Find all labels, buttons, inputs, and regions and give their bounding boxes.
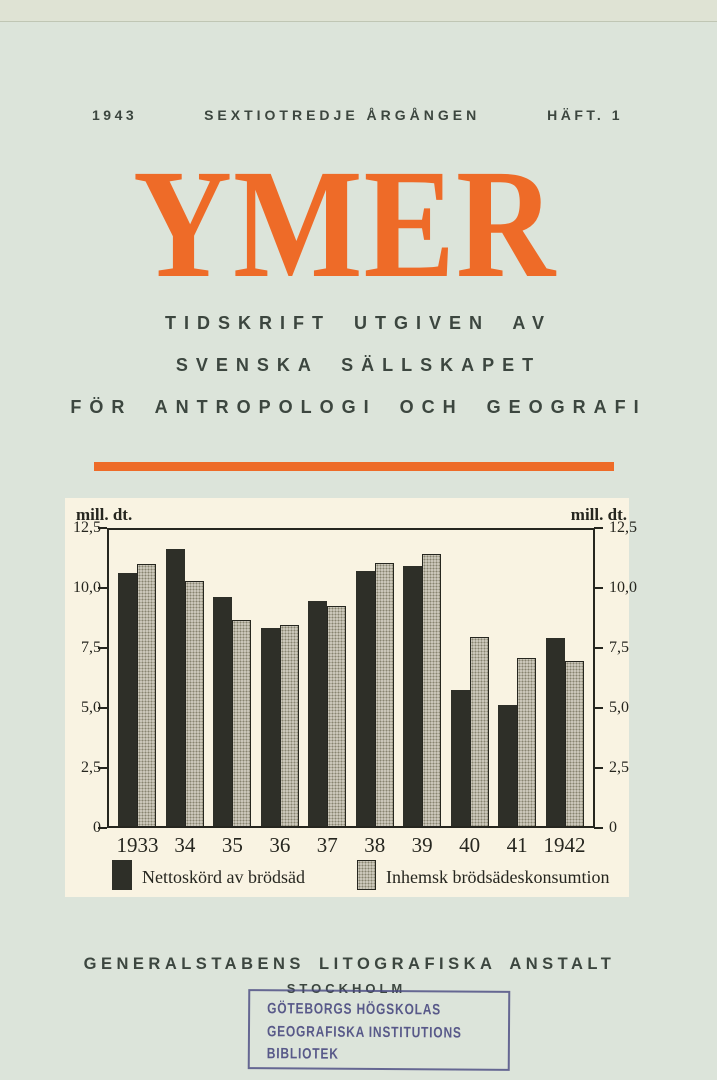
legend-item-consumption bbox=[357, 860, 609, 890]
year-label: 1943 bbox=[92, 107, 138, 123]
bar-group bbox=[213, 597, 251, 857]
bar-chart bbox=[65, 498, 637, 897]
bar-group bbox=[356, 563, 394, 857]
x-tick-label: 36 bbox=[269, 833, 291, 857]
bar-domestic-consumption bbox=[470, 637, 489, 826]
bar-net-harvest bbox=[546, 638, 565, 826]
bar-group bbox=[166, 549, 204, 857]
y-tick-label-right: 2,5 bbox=[609, 759, 629, 776]
x-tick-label: 40 bbox=[459, 833, 481, 857]
y-tick-label-left: 2,5 bbox=[81, 759, 101, 776]
y-tick-right bbox=[594, 767, 603, 769]
y-tick-label-right: 12,5 bbox=[609, 519, 637, 536]
y-tick-label-left: 10,0 bbox=[73, 579, 101, 596]
subtitle-line: TIDSKRIFT UTGIVEN AV bbox=[165, 313, 552, 333]
stamp-line: GEOGRAFISKA INSTITUTIONS bbox=[266, 1022, 462, 1042]
x-tick-label: 35 bbox=[221, 833, 243, 857]
bar-domestic-consumption bbox=[280, 625, 299, 826]
paper-crease bbox=[0, 0, 717, 22]
y-tick-right bbox=[594, 527, 603, 529]
bar-domestic-consumption bbox=[137, 564, 156, 826]
bar-domestic-consumption bbox=[185, 581, 204, 826]
bar-net-harvest bbox=[356, 571, 375, 826]
y-tick-right bbox=[594, 587, 603, 589]
subtitle-line: FÖR ANTROPOLOGI OCH GEOGRAFI bbox=[70, 397, 647, 417]
y-tick-label-left: 0 bbox=[93, 819, 101, 836]
bar-net-harvest bbox=[498, 705, 517, 826]
bar-domestic-consumption bbox=[565, 661, 584, 826]
bar-net-harvest bbox=[308, 601, 327, 826]
bar-group bbox=[116, 564, 159, 857]
y-tick-label-right: 0 bbox=[609, 819, 617, 836]
x-tick-label: 34 bbox=[174, 833, 196, 857]
bar-domestic-consumption bbox=[517, 658, 536, 826]
journal-title: YMER bbox=[133, 137, 556, 310]
x-tick-label: 41 bbox=[506, 833, 528, 857]
x-tick-label: 37 bbox=[316, 833, 338, 857]
accent-rule bbox=[94, 462, 614, 471]
bar-group bbox=[543, 638, 586, 857]
x-tick-label: 1933 bbox=[116, 833, 159, 857]
y-tick-label-left: 12,5 bbox=[73, 519, 101, 536]
bar-group bbox=[308, 601, 346, 857]
y-tick-label-right: 7,5 bbox=[609, 639, 629, 656]
printer-city: STOCKHOLM bbox=[286, 981, 407, 996]
stamp-line: BIBLIOTEK bbox=[266, 1045, 339, 1063]
legend-swatch-light bbox=[357, 860, 376, 890]
bar-group bbox=[403, 554, 441, 857]
y-tick-right bbox=[594, 647, 603, 649]
y-axis-unit-left: mill. dt. bbox=[76, 505, 133, 524]
bar-group bbox=[451, 637, 489, 857]
subtitle-line: SVENSKA SÄLLSKAPET bbox=[175, 355, 542, 375]
bar-net-harvest bbox=[213, 597, 232, 826]
issue-label: HÄFT. 1 bbox=[547, 107, 623, 123]
legend-label: Inhemsk brödsädeskonsumtion bbox=[386, 867, 610, 887]
y-tick-right bbox=[594, 827, 603, 829]
masthead-row bbox=[92, 107, 623, 123]
bar-net-harvest bbox=[166, 549, 185, 826]
x-tick-label: 39 bbox=[411, 833, 433, 857]
bar-domestic-consumption bbox=[422, 554, 441, 826]
x-tick-label: 1942 bbox=[543, 833, 586, 857]
y-tick-right bbox=[594, 707, 603, 709]
edition-label: SEXTIOTREDJE ÅRGÅNGEN bbox=[204, 107, 481, 123]
bar-group bbox=[498, 658, 536, 857]
y-tick-label-right: 5,0 bbox=[609, 699, 629, 716]
subtitle-block bbox=[0, 302, 717, 428]
bar-net-harvest bbox=[118, 573, 137, 826]
bar-domestic-consumption bbox=[327, 606, 346, 826]
legend-swatch-dark bbox=[112, 860, 132, 890]
y-axis-unit-right: mill. dt. bbox=[570, 505, 627, 524]
stamp-line: GÖTEBORGS HÖGSKOLAS bbox=[267, 1000, 442, 1019]
bar-group bbox=[261, 625, 299, 857]
y-tick-label-right: 10,0 bbox=[609, 579, 637, 596]
legend-item-harvest bbox=[112, 860, 305, 890]
bar-domestic-consumption bbox=[232, 620, 251, 826]
bar-net-harvest bbox=[261, 628, 280, 826]
bar-net-harvest bbox=[451, 690, 470, 826]
y-tick-label-left: 7,5 bbox=[81, 639, 101, 656]
legend-label: Nettoskörd av brödsäd bbox=[142, 867, 305, 887]
bar-domestic-consumption bbox=[375, 563, 394, 826]
printer-imprint: GENERALSTABENS LITOGRAFISKA ANSTALT bbox=[83, 955, 616, 973]
library-stamp bbox=[248, 989, 511, 1071]
bar-net-harvest bbox=[403, 566, 422, 826]
plot-area bbox=[107, 528, 595, 857]
x-tick-label: 38 bbox=[364, 833, 386, 857]
y-tick-label-left: 5,0 bbox=[81, 699, 101, 716]
